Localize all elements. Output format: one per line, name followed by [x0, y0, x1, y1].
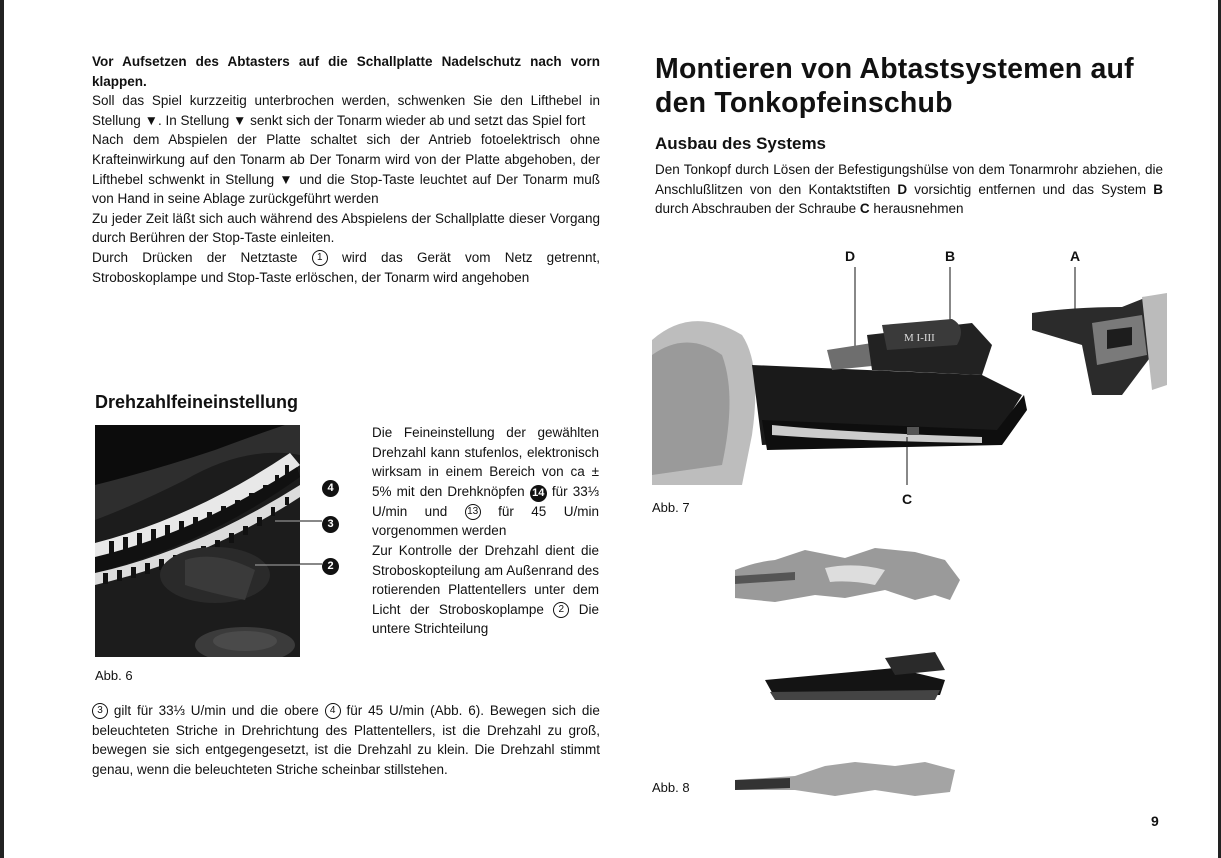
callout-3-inline: 3 — [92, 703, 108, 719]
label-B: B — [944, 248, 956, 264]
section-heading: Drehzahlfeineinstellung — [95, 392, 299, 412]
subsection-heading: Ausbau des Systems — [655, 134, 827, 153]
strobe-explanation: 3 gilt für 33⅓ U/min und die obere 4 für 45 U/min (Abb. 6). Bewegen sich die beleuchteten Striche in Drehrichtung des Plattentellers, ist die Drehzahl zu groß, bewegen sie sich entgegengesetzt, ist die Drehzahl zu klein. Die Drehzahl stimmt genau, wenn die beleuchteten Striche scheinbar stillstehen. — [92, 703, 600, 777]
lift-down-symbol: ▼ — [233, 112, 247, 128]
figure7-headshell-photo — [652, 245, 1167, 515]
lift-down-symbol: ▼ — [279, 171, 295, 187]
callout-4-inline: 4 — [325, 703, 341, 719]
figure7-caption: Abb. 7 — [652, 500, 690, 515]
figure8-headshell-views — [735, 540, 975, 800]
label-C: C — [901, 491, 913, 507]
page-title: Montieren von Abtastsystemen auf den Tonkopfeinschub — [655, 53, 1134, 119]
paragraph-after-play: Nach dem Abspielen der Platte schaltet sich der Antrieb fotoelektrisch ohne Krafteinwirkung auf den Tonarm ab Der Tonarm wird von der Platte abgehoben, der Lifthebel schwenkt in Stellung ▼ und die Stop-Taste leuchtet auf Der Tonarm muß von Hand in seine Ablage zurückgeführt werden — [92, 132, 600, 207]
paragraph-power: Durch Drücken der Netztaste 1 wird das Gerät vom Netz getrennt, Stroboskoplampe und Stop-Taste erlöschen, der Tonarm wird angehoben — [92, 249, 600, 285]
callout-number: 1 — [312, 250, 328, 266]
callout-leader-lines — [300, 486, 324, 576]
page-edge-left — [0, 0, 4, 858]
callout-4: 4 — [322, 480, 339, 497]
callout-2: 2 — [322, 558, 339, 575]
callout-14: 14 — [530, 485, 547, 502]
figure8-caption: Abb. 8 — [652, 780, 690, 795]
callout-13: 13 — [465, 504, 481, 520]
callout-2-inline: 2 — [553, 602, 569, 618]
figure6-caption: Abb. 6 — [95, 668, 133, 683]
callout-3: 3 — [322, 516, 339, 533]
paragraph-interrupt: Soll das Spiel kurzzeitig unterbrochen werden, schwenken Sie den Lifthebel in Stellung ▼. In Stellung ▼ senkt sich der Tonarm wieder ab und setzt das Spiel fort — [92, 93, 600, 128]
label-A: A — [1069, 248, 1081, 264]
lift-down-symbol: ▼ — [144, 112, 158, 128]
label-D: D — [844, 248, 856, 264]
cartridge-label: M I-III — [904, 332, 935, 344]
lead-paragraph: Vor Aufsetzen des Abtasters auf die Schallplatte Nadelschutz nach vorn klappen. — [92, 54, 600, 89]
right-column — [655, 52, 1163, 219]
page-number: 9 — [1151, 813, 1159, 829]
turntable-strobe-photo — [95, 425, 300, 657]
removal-instructions: Den Tonkopf durch Lösen der Befestigungshülse von dem Tonarmrohr abziehen, die Anschlußlitzen von den Kontaktstiften D vorsichtig entfernen und das System B durch Abschrauben der Schraube C herausnehmen — [655, 162, 1163, 217]
left-column — [92, 52, 600, 287]
paragraph-stop: Zu jeder Zeit läßt sich auch während des Abspielens der Schallplatte dieser Vorgang durch Berühren der Stop-Taste einleiten. — [92, 210, 600, 246]
fine-adjust-text: Die Feineinstellung der gewählten Drehzahl kann stufenlos, elektronisch wirksam in einem Bereich von ca ± 5% mit den Drehknöpfen 14 für 33⅓ U/min und 13 für 45 U/min vorgenommen werden Zur Kontrolle der Drehzahl dient die Stroboskopteilung am Außenrand des rotierenden Plattentellers unter dem Licht der Stroboskoplampe 2 Die untere Strichteilung — [372, 425, 599, 637]
